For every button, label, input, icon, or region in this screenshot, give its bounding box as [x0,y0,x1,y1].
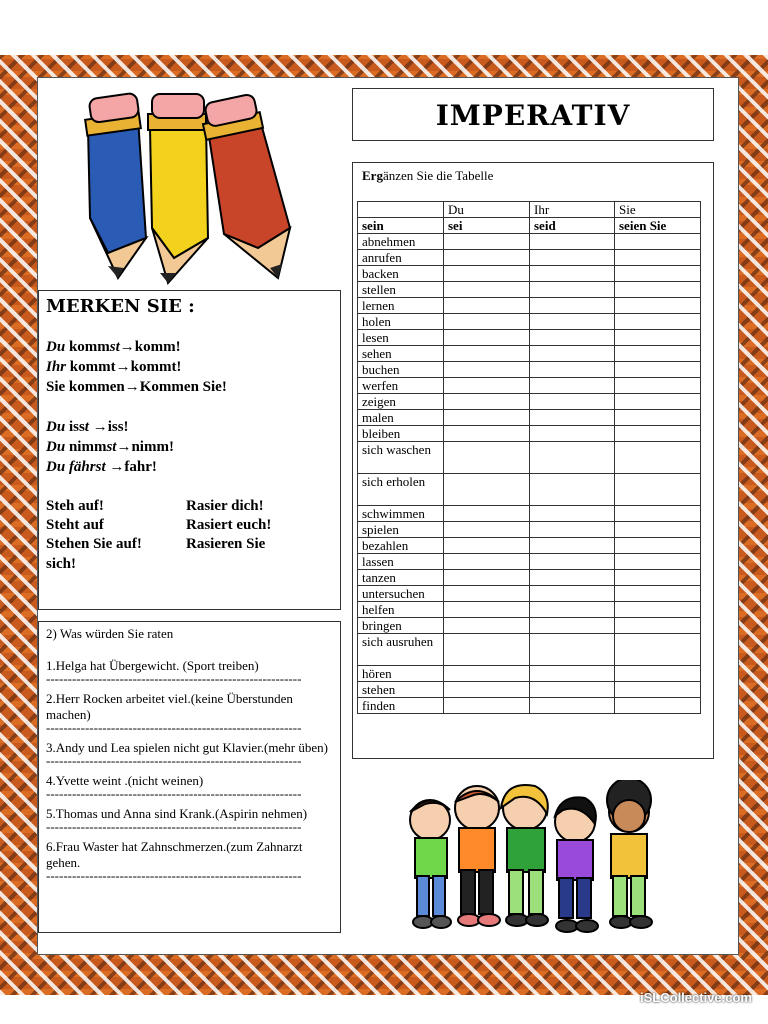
example-cell: sein [358,218,444,234]
header-cell [358,202,444,218]
header-cell: Ihr [530,202,615,218]
example-pair: Stehen Sie auf! Rasieren Sie [46,536,266,552]
instruction-bold: Erg [362,168,383,183]
answer-cell[interactable] [615,442,701,474]
answer-cell[interactable] [444,538,530,554]
answer-cell[interactable] [444,346,530,362]
pencil-red [203,93,290,278]
answer-cell[interactable] [444,314,530,330]
exercise-items [46,658,333,881]
answer-cell[interactable] [444,554,530,570]
table-row [358,570,701,586]
rule-line: Du nimmst→nimm! [46,439,174,455]
verb-cell: sich ausruhen [358,634,444,666]
answer-cell[interactable] [615,682,701,698]
answer-cell[interactable] [615,506,701,522]
table-example-row [358,218,701,234]
rule-line: Sie kommen→Kommen Sie! [46,379,227,395]
verb-cell: abnehmen [358,234,444,250]
table-row [358,234,701,250]
answer-cell[interactable] [615,314,701,330]
children-illustration [385,780,670,940]
verb-cell: untersuchen [358,586,444,602]
answer-cell[interactable] [444,634,530,666]
answer-cell[interactable] [530,522,615,538]
answer-cell[interactable] [615,666,701,682]
verb-cell: bezahlen [358,538,444,554]
verb-cell: stehen [358,682,444,698]
answer-cell[interactable] [444,410,530,426]
table-row [358,362,701,378]
verb-cell: malen [358,410,444,426]
verb-cell: bleiben [358,426,444,442]
answer-cell[interactable] [530,442,615,474]
answer-cell[interactable] [530,506,615,522]
table-row [358,426,701,442]
answer-cell[interactable] [615,522,701,538]
answer-cell[interactable] [444,618,530,634]
exercise-item: 2.Herr Rocken arbeitet viel.(keine Überstunden machen) [46,691,293,722]
answer-cell[interactable] [444,442,530,474]
answer-cell[interactable] [530,634,615,666]
exercise-item: 3.Andy und Lea spielen nicht gut Klavier.(mehr üben) [46,740,328,755]
answer-cell[interactable] [530,698,615,714]
answer-cell[interactable] [444,266,530,282]
answer-cell[interactable] [530,298,615,314]
answer-cell[interactable] [530,474,615,506]
answer-cell[interactable] [615,250,701,266]
answer-cell[interactable] [530,682,615,698]
table-row [358,266,701,282]
answer-cell[interactable] [530,394,615,410]
verb-cell: sehen [358,346,444,362]
verb-cell: anrufen [358,250,444,266]
answer-cell[interactable] [444,234,530,250]
exercise-heading: 2) Was würden Sie raten [46,626,174,641]
exercise-box [38,621,341,933]
answer-cell[interactable] [615,266,701,282]
answer-cell[interactable] [615,586,701,602]
header-cell: Du [444,202,530,218]
table-row [358,314,701,330]
header-cell: Sie [615,202,701,218]
answer-cell[interactable] [530,570,615,586]
rule-line: Du fährst →fahr! [46,459,157,475]
verb-cell: werfen [358,378,444,394]
answer-cell[interactable] [530,362,615,378]
answer-cell[interactable] [615,298,701,314]
table-row [358,298,701,314]
table-header-row [358,202,701,218]
example-pair: Steht auf Rasiert euch! [46,517,272,533]
verb-cell: lassen [358,554,444,570]
table-row [358,330,701,346]
verb-cell: holen [358,314,444,330]
exercise-item: 4.Yvette weint .(nicht weinen) [46,773,204,788]
answer-cell[interactable] [530,618,615,634]
answer-cell[interactable] [530,602,615,618]
table-row [358,346,701,362]
answer-cell[interactable] [444,426,530,442]
answer-cell[interactable] [530,378,615,394]
answer-cell[interactable] [530,250,615,266]
table-row [358,634,701,666]
answer-cell[interactable] [444,698,530,714]
answer-cell[interactable] [444,330,530,346]
example-pair: Steh auf! Rasier dich! [46,498,264,514]
answer-cell[interactable] [444,602,530,618]
answer-cell[interactable] [444,474,530,506]
answer-cell[interactable] [444,298,530,314]
answer-cell[interactable] [615,426,701,442]
table-row [358,394,701,410]
example-cell: seien Sie [615,218,701,234]
answer-cell[interactable] [530,346,615,362]
table-row [358,602,701,618]
example-cell: seid [530,218,615,234]
verb-cell: finden [358,698,444,714]
table-row [358,282,701,298]
verb-table [357,201,701,714]
merken-title: MERKEN SIE : [46,296,195,317]
answer-cell[interactable] [444,682,530,698]
answer-line[interactable]: ----------------------------------------------------------- [46,674,302,684]
answer-cell[interactable] [615,538,701,554]
answer-cell[interactable] [530,266,615,282]
verb-cell: bringen [358,618,444,634]
verb-cell: helfen [358,602,444,618]
answer-cell[interactable] [615,570,701,586]
table-row [358,506,701,522]
answer-line[interactable]: ----------------------------------------------------------- [46,871,302,881]
table-row [358,522,701,538]
verb-cell: sich waschen [358,442,444,474]
verb-cell: backen [358,266,444,282]
answer-cell[interactable] [444,586,530,602]
answer-cell[interactable] [444,378,530,394]
answer-cell[interactable] [615,362,701,378]
answer-cell[interactable] [615,346,701,362]
verb-cell: sich erholen [358,474,444,506]
table-row [358,666,701,682]
table-row [358,474,701,506]
answer-cell[interactable] [615,618,701,634]
answer-cell[interactable] [615,602,701,618]
answer-cell[interactable] [530,234,615,250]
verb-cell: stellen [358,282,444,298]
table-row [358,554,701,570]
answer-cell[interactable] [530,410,615,426]
answer-cell[interactable] [615,410,701,426]
exercise-item: 1.Helga hat Übergewicht. (Sport treiben) [46,658,259,673]
verb-cell: lesen [358,330,444,346]
answer-cell[interactable] [615,634,701,666]
answer-cell[interactable] [530,666,615,682]
answer-line[interactable]: ----------------------------------------------------------- [46,822,302,832]
answer-cell[interactable] [444,570,530,586]
rule-line: Ihr kommt→kommt! [46,359,182,375]
exercise-item: 6.Frau Waster hat Zahnschmerzen.(zum Zahnarzt gehen. [46,839,303,870]
page-title: IMPERATIV [435,99,631,132]
answer-cell[interactable] [615,474,701,506]
answer-cell[interactable] [530,426,615,442]
answer-cell[interactable] [444,394,530,410]
answer-cell[interactable] [530,314,615,330]
answer-cell[interactable] [615,554,701,570]
answer-cell[interactable] [615,234,701,250]
answer-cell[interactable] [615,698,701,714]
table-row [358,682,701,698]
answer-cell[interactable] [615,394,701,410]
verb-table-box [352,162,714,759]
answer-cell[interactable] [530,554,615,570]
table-row [358,698,701,714]
table-row [358,410,701,426]
answer-cell[interactable] [444,282,530,298]
verb-cell: hören [358,666,444,682]
pencil-blue [85,93,146,278]
verb-cell: tanzen [358,570,444,586]
table-row [358,586,701,602]
answer-cell[interactable] [444,250,530,266]
verb-cell: schwimmen [358,506,444,522]
table-row [358,442,701,474]
answer-cell[interactable] [530,586,615,602]
rule-line: Du kommst→komm! [46,339,181,355]
merken-box [38,290,341,610]
rule-line: sich! [46,556,76,572]
table-row [358,378,701,394]
answer-line[interactable]: ----------------------------------------------------------- [46,789,302,799]
answer-cell[interactable] [444,666,530,682]
table-instruction [362,168,493,184]
answer-cell[interactable] [615,330,701,346]
answer-cell[interactable] [530,538,615,554]
exercise-item: 5.Thomas und Anna sind Krank.(Aspirin nehmen) [46,806,308,821]
table-row [358,538,701,554]
pencil-yellow [148,94,208,283]
answer-cell[interactable] [615,378,701,394]
answer-cell[interactable] [530,282,615,298]
answer-line[interactable]: ----------------------------------------------------------- [46,723,302,733]
verb-cell: spielen [358,522,444,538]
rule-line: Du isst →iss! [46,419,129,435]
answer-cell[interactable] [444,522,530,538]
verb-cell: lernen [358,298,444,314]
example-cell: sei [444,218,530,234]
site-watermark: iSLCollective.com [640,990,752,1005]
answer-cell[interactable] [530,330,615,346]
answer-cell[interactable] [444,506,530,522]
table-row [358,618,701,634]
answer-line[interactable]: ----------------------------------------------------------- [46,756,302,766]
answer-cell[interactable] [615,282,701,298]
table-row [358,250,701,266]
verb-cell: buchen [358,362,444,378]
title-box [352,88,714,141]
answer-cell[interactable] [444,362,530,378]
instruction-rest: änzen Sie die Tabelle [382,168,494,183]
verb-cell: zeigen [358,394,444,410]
pencils-illustration [78,88,300,286]
